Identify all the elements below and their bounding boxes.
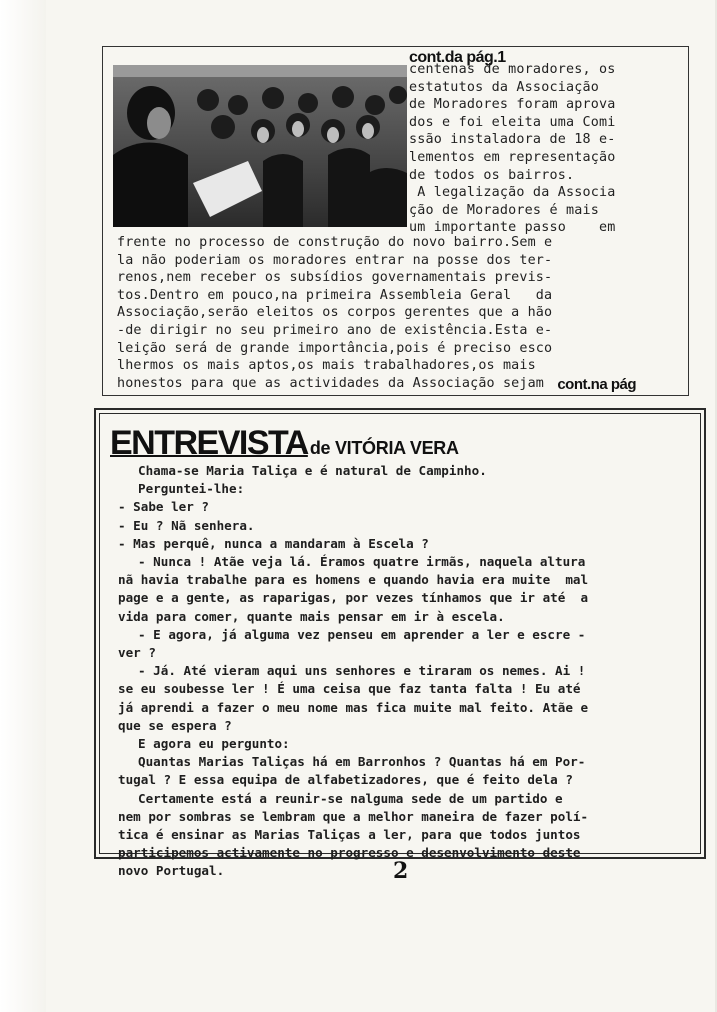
text-line: lementos em representação — [409, 149, 616, 165]
text-line: ção de Moradores é mais — [409, 202, 600, 218]
continued-from-label: cont.da pág.1 — [409, 49, 506, 66]
text-line: tos.Dentro em pouco,na primeira Assembleia Geral da — [117, 287, 553, 303]
text-line: Associação,serão eleitos os corpos gerentes que a hão — [117, 305, 553, 321]
top-article-box — [102, 46, 689, 396]
text-line: E agora eu pergunto: — [138, 736, 290, 752]
text-line: Certamente está a reunir-se nalguma sede de um partido e — [138, 790, 563, 806]
article-full-width-text — [117, 234, 685, 392]
text-line: Chama-se Maria Taliça e é natural de Campinho. — [138, 463, 487, 478]
text-line: frente no processo de construção do novo bairro.Sem e — [117, 235, 553, 250]
text-line: ssão instaladora de 18 e- — [409, 132, 616, 148]
text-line: - Sabe ler ? — [118, 499, 209, 515]
text-line: nem por sombras se lembram que a melhor maneira de fazer polí- — [118, 808, 589, 824]
interview-text — [118, 462, 688, 881]
continued-on-label: cont.na pág — [557, 376, 636, 393]
text-line: de Moradores foram aprova — [409, 97, 616, 113]
text-line: Quantas Marias Taliças há em Barronhos ? Quantas há em Por- — [138, 754, 586, 770]
text-line: dos e foi eleita uma Comi — [409, 114, 616, 130]
article-column-text — [409, 61, 681, 237]
page-left-edge — [0, 0, 46, 1012]
text-line: la não poderiam os moradores entrar na posse dos ter- — [117, 252, 553, 268]
meeting-photo — [113, 65, 407, 227]
interview-heading — [110, 424, 459, 463]
page-number: 2 — [393, 858, 409, 884]
text-line: novo Portugal. — [118, 863, 225, 879]
text-line: A legalização da Associa — [409, 185, 616, 201]
text-line: Perguntei-lhe: — [138, 481, 245, 497]
text-line: -de dirigir no seu primeiro ano de existência.Esta e- — [117, 322, 553, 338]
text-line: - Eu ? Nã senhera. — [118, 517, 255, 533]
text-line: nã havia trabalhe para es homens e quando havia era muite mal — [118, 572, 589, 588]
text-line: um importante passo em — [409, 220, 616, 236]
text-line: tugal ? E essa equipa de alfabetizadores, que é feito dela ? — [118, 772, 573, 788]
interview-title: ENTREVISTA — [110, 424, 308, 462]
text-line: page e a gente, as raparigas, por vezes tínhamos que ir até a — [118, 590, 589, 606]
text-line: de todos os bairros. — [409, 167, 575, 183]
interview-box — [94, 408, 706, 879]
text-line: leição será de grande importância,pois é preciso esco — [117, 340, 553, 356]
text-line: - Mas perquê, nunca a mandaram à Escela ? — [118, 535, 429, 551]
text-line: vida para comer, quante mais pensar em ir à escela. — [118, 608, 505, 624]
text-line: se eu soubesse ler ! É uma ceisa que faz tanta falta ! Eu até — [118, 681, 581, 697]
text-line: - Nunca ! Atãe veja lá. Éramos quatre irmãs, naquela altura — [138, 554, 586, 570]
text-line: participemos activamente no progresso e desenvolvimento deste — [118, 845, 581, 861]
text-line: que se espera ? — [118, 717, 232, 733]
text-line: tica é ensinar as Marias Taliças a ler, para que todos juntos — [118, 827, 581, 843]
text-line: ver ? — [118, 645, 156, 661]
text-line: já aprendi a fazer o meu nome mas fica muite mal feito. Atãe e — [118, 699, 589, 715]
text-line: centenas de moradores, os — [409, 62, 616, 77]
text-line: estatutos da Associação — [409, 79, 600, 95]
text-line: honestos para que as actividades da Associação sejam — [117, 375, 545, 391]
text-line: renos,nem receber os subsídios governamentais previs- — [117, 270, 553, 286]
text-line: - E agora, já alguma vez penseu em aprender a ler e escre - — [138, 626, 586, 642]
text-line: lhermos os mais aptos,os mais trabalhadores,os mais — [117, 358, 536, 374]
interview-byline: de VITÓRIA VERA — [309, 438, 459, 458]
text-line: - Já. Até vieram aqui uns senhores e tiraram os nemes. Ai ! — [138, 663, 586, 679]
